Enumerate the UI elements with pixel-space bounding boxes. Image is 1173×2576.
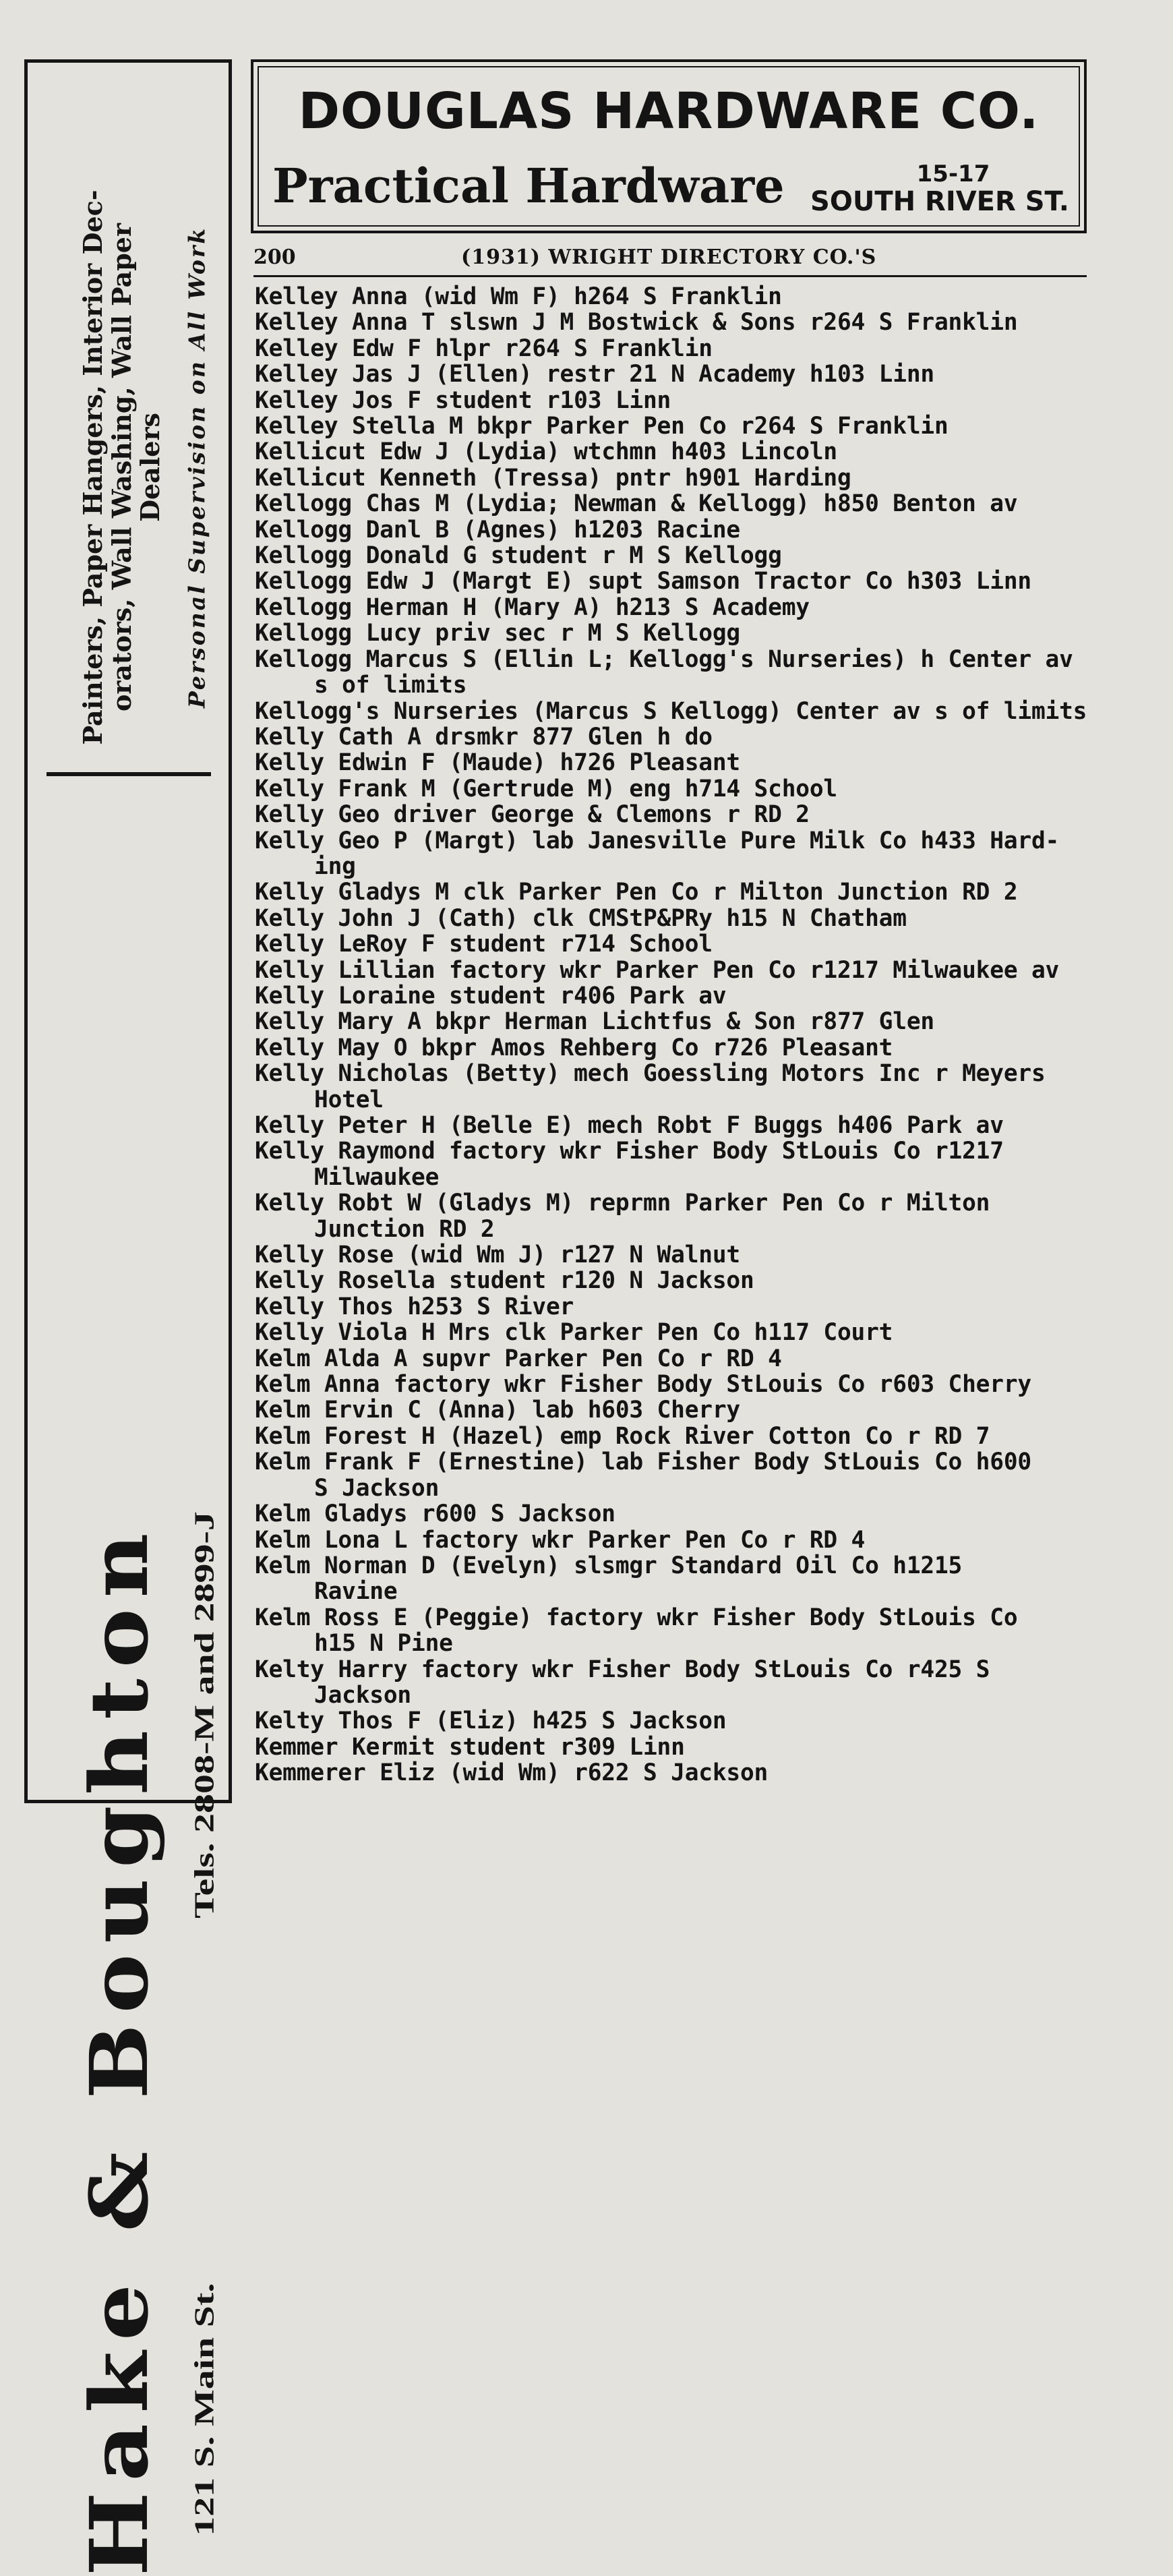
directory-entry bbox=[255, 388, 1097, 413]
directory-entry-line: Kelly Loraine student r406 Park av bbox=[255, 982, 727, 1009]
top-ad bbox=[251, 59, 1087, 233]
directory-entry bbox=[255, 1760, 1097, 1786]
page-header bbox=[253, 243, 1087, 277]
directory-entry-line: Kelm Gladys r600 S Jackson bbox=[255, 1500, 615, 1528]
directory-entry bbox=[255, 906, 1097, 931]
directory-entry-line: Kellogg Lucy priv sec r M S Kellogg bbox=[255, 620, 740, 647]
page-title: (1931) WRIGHT DIRECTORY CO.'S bbox=[461, 245, 877, 269]
directory-entry-continuation: h15 N Pine bbox=[314, 1630, 453, 1658]
directory-entry-line: Kelty Thos F (Eliz) h425 S Jackson bbox=[255, 1707, 727, 1735]
directory-entry-line: Kelley Jas J (Ellen) restr 21 N Academy h103 Linn bbox=[255, 361, 934, 388]
directory-entry bbox=[255, 1449, 1097, 1501]
top-ad-inner-border bbox=[258, 66, 1080, 227]
sidebar-ad-bottom bbox=[28, 778, 229, 2576]
directory-entry-line: Kelly May O bkpr Amos Rehberg Co r726 Pleasant bbox=[255, 1034, 893, 1061]
directory-entry bbox=[255, 1294, 1097, 1320]
sidebar-trades-line: orators, Wall Washing, Wall Paper bbox=[106, 223, 137, 712]
directory-entry-line: Kelley Stella M bkpr Parker Pen Co r264 S Franklin bbox=[255, 413, 949, 440]
top-ad-street-number: 15-17 bbox=[916, 160, 990, 187]
directory-entry bbox=[255, 491, 1097, 517]
directory-entry-line: Kelly Lillian factory wkr Parker Pen Co r1217 Milwaukee av bbox=[255, 956, 1060, 984]
directory-entry-line: Kelly John J (Cath) clk CMStP&PRy h15 N Chatham bbox=[255, 904, 907, 932]
directory-entry bbox=[255, 1061, 1097, 1113]
directory-entry-line: Kemmerer Eliz (wid Wm) r622 S Jackson bbox=[255, 1759, 769, 1787]
directory-entry bbox=[255, 439, 1097, 465]
directory-entry-line: Kemmer Kermit student r309 Linn bbox=[255, 1733, 685, 1761]
directory-entry bbox=[255, 465, 1097, 491]
directory-listings bbox=[255, 284, 1097, 1786]
directory-entry-line: Kelly Raymond factory wkr Fisher Body StLouis Co r1217 bbox=[255, 1138, 1004, 1165]
directory-entry bbox=[255, 931, 1097, 957]
directory-entry bbox=[255, 1320, 1097, 1345]
directory-entry bbox=[255, 1242, 1097, 1268]
page-number: 200 bbox=[253, 245, 296, 269]
directory-entry-line: Kelly LeRoy F student r714 School bbox=[255, 931, 713, 958]
directory-entry bbox=[255, 1372, 1097, 1397]
directory-entry bbox=[255, 958, 1097, 983]
directory-entry bbox=[255, 620, 1097, 646]
top-ad-tagline: Practical Hardware bbox=[272, 158, 785, 214]
directory-entry bbox=[255, 310, 1097, 335]
directory-entry bbox=[255, 1346, 1097, 1372]
directory-entry bbox=[255, 336, 1097, 361]
directory-entry bbox=[255, 361, 1097, 387]
directory-entry-continuation: Ravine bbox=[314, 1578, 398, 1606]
sidebar-phone-numbers: Tels. 2808-M and 2899-J bbox=[187, 1511, 220, 1919]
directory-entry bbox=[255, 1501, 1097, 1527]
directory-entry bbox=[255, 1734, 1097, 1760]
sidebar-address: 121 S. Main St. bbox=[187, 2283, 220, 2536]
directory-entry-line: Kelm Forest H (Hazel) emp Rock River Cotton Co r RD 7 bbox=[255, 1422, 990, 1450]
directory-entry-line: Kelly Viola H Mrs clk Parker Pen Co h117 Court bbox=[255, 1319, 893, 1347]
directory-entry-line: Kelly Rosella student r120 N Jackson bbox=[255, 1267, 754, 1295]
directory-entry-line: Kelley Anna (wid Wm F) h264 S Franklin bbox=[255, 283, 782, 310]
directory-entry bbox=[255, 776, 1097, 802]
directory-entry-continuation: Milwaukee bbox=[314, 1163, 440, 1191]
directory-entry-line: Kelm Frank F (Ernestine) lab Fisher Body StLouis Co h600 bbox=[255, 1448, 1031, 1476]
directory-entry-line: Kelm Ross E (Peggie) factory wkr Fisher Body StLouis Co bbox=[255, 1604, 1018, 1631]
directory-entry-line: Kellicut Edw J (Lydia) wtchmn h403 Lincoln bbox=[255, 438, 837, 466]
directory-entry-line: Kelly Cath A drsmkr 877 Glen h do bbox=[255, 723, 713, 751]
directory-entry-line: Kellogg Chas M (Lydia; Newman & Kellogg) h850 Benton av bbox=[255, 490, 1018, 518]
sidebar-company-name: Hake & Boughton bbox=[71, 1522, 166, 2576]
sidebar-trades-text bbox=[79, 189, 165, 744]
directory-entry-line: Kelm Lona L factory wkr Parker Pen Co r RD 4 bbox=[255, 1526, 866, 1554]
directory-entry-line: Kellogg Danl B (Agnes) h1203 Racine bbox=[255, 516, 740, 544]
directory-entry bbox=[255, 595, 1097, 620]
directory-entry-line: Kelm Ervin C (Anna) lab h603 Cherry bbox=[255, 1397, 740, 1424]
directory-entry bbox=[255, 647, 1097, 699]
sidebar-trades-line: Dealers bbox=[135, 413, 166, 522]
directory-entry bbox=[255, 1138, 1097, 1190]
directory-entry-line: Kellogg Donald G student r M S Kellogg bbox=[255, 542, 782, 570]
sidebar-divider bbox=[47, 772, 211, 776]
directory-entry bbox=[255, 1527, 1097, 1553]
directory-entry-line: Kelley Edw F hlpr r264 S Franklin bbox=[255, 334, 713, 362]
directory-entry-line: Kelly Mary A bkpr Herman Lichtfus & Son r877 Glen bbox=[255, 1008, 934, 1036]
directory-entry bbox=[255, 750, 1097, 775]
directory-entry-line: Kelley Jos F student r103 Linn bbox=[255, 386, 671, 414]
directory-entry bbox=[255, 724, 1097, 750]
directory-entry-continuation: Junction RD 2 bbox=[314, 1215, 495, 1243]
directory-entry-line: Kelly Edwin F (Maude) h726 Pleasant bbox=[255, 749, 740, 777]
directory-entry bbox=[255, 543, 1097, 568]
sidebar-trades-line: Painters, Paper Hangers, Interior Dec- bbox=[78, 189, 109, 745]
directory-entry bbox=[255, 1113, 1097, 1138]
directory-entry-line: Kellogg's Nurseries (Marcus S Kellogg) Center av s of limits bbox=[255, 697, 1087, 725]
directory-entry bbox=[255, 1708, 1097, 1734]
directory-entry-line: Kelty Harry factory wkr Fisher Body StLouis Co r425 S bbox=[255, 1656, 990, 1683]
directory-entry-line: Kelly Frank M (Gertrude M) eng h714 School bbox=[255, 775, 837, 802]
directory-entry-line: Kelly Thos h253 S River bbox=[255, 1293, 574, 1320]
sidebar-ad bbox=[24, 59, 232, 2576]
directory-entry bbox=[255, 1553, 1097, 1605]
directory-entry-line: Kellogg Edw J (Margt E) supt Samson Tractor Co h303 Linn bbox=[255, 568, 1031, 595]
directory-entry-line: Kelm Alda A supvr Parker Pen Co r RD 4 bbox=[255, 1345, 782, 1372]
directory-entry bbox=[255, 568, 1097, 594]
directory-entry-line: Kellogg Marcus S (Ellin L; Kellogg's Nurseries) h Center av bbox=[255, 645, 1073, 673]
sidebar-ad-top bbox=[28, 63, 229, 772]
directory-entry bbox=[255, 284, 1097, 310]
directory-entry bbox=[255, 879, 1097, 905]
top-ad-company: DOUGLAS HARDWARE CO. bbox=[298, 82, 1040, 140]
directory-entry bbox=[255, 1657, 1097, 1709]
directory-entry-line: Kelm Anna factory wkr Fisher Body StLouis Co r603 Cherry bbox=[255, 1371, 1031, 1399]
directory-entry-line: Kelly Nicholas (Betty) mech Goessling Motors Inc r Meyers bbox=[255, 1060, 1046, 1088]
directory-entry bbox=[255, 699, 1097, 724]
directory-entry bbox=[255, 1190, 1097, 1242]
directory-entry-line: Kelly Gladys M clk Parker Pen Co r Milton Junction RD 2 bbox=[255, 879, 1018, 906]
directory-entry bbox=[255, 1605, 1097, 1657]
directory-entry bbox=[255, 1009, 1097, 1034]
directory-entry-line: Kellicut Kenneth (Tressa) pntr h901 Harding bbox=[255, 464, 851, 492]
directory-entry bbox=[255, 1035, 1097, 1061]
sidebar-supervision-text: Personal Supervision on All Work bbox=[183, 226, 210, 709]
directory-entry bbox=[255, 413, 1097, 439]
directory-entry-line: Kelly Robt W (Gladys M) reprmn Parker Pen Co r Milton bbox=[255, 1190, 990, 1217]
directory-entry-continuation: s of limits bbox=[314, 672, 467, 699]
directory-entry-line: Kellogg Herman H (Mary A) h213 S Academy bbox=[255, 593, 810, 621]
directory-entry bbox=[255, 828, 1097, 880]
directory-entry-line: Kelm Norman D (Evelyn) slsmgr Standard Oil Co h1215 bbox=[255, 1552, 963, 1579]
directory-entry-continuation: Hotel bbox=[314, 1086, 384, 1113]
directory-entry-line: Kelly Geo P (Margt) lab Janesville Pure Milk Co h433 Hard- bbox=[255, 827, 1060, 854]
directory-entry bbox=[255, 1397, 1097, 1423]
directory-entry bbox=[255, 983, 1097, 1009]
directory-entry bbox=[255, 1424, 1097, 1449]
directory-entry-continuation: Jackson bbox=[314, 1681, 411, 1709]
directory-entry bbox=[255, 802, 1097, 827]
top-ad-street: SOUTH RIVER ST. bbox=[810, 186, 1069, 217]
directory-entry-line: Kelly Peter H (Belle E) mech Robt F Buggs h406 Park av bbox=[255, 1112, 1004, 1139]
directory-entry bbox=[255, 1268, 1097, 1293]
directory-entry-line: Kelley Anna T slswn J M Bostwick & Sons r264 S Franklin bbox=[255, 309, 1018, 336]
directory-entry-line: Kelly Geo driver George & Clemons r RD 2 bbox=[255, 801, 810, 829]
directory-entry bbox=[255, 517, 1097, 543]
directory-entry-continuation: S Jackson bbox=[314, 1474, 440, 1502]
directory-entry-line: Kelly Rose (wid Wm J) r127 N Walnut bbox=[255, 1241, 740, 1269]
directory-entry-continuation: ing bbox=[314, 852, 356, 880]
